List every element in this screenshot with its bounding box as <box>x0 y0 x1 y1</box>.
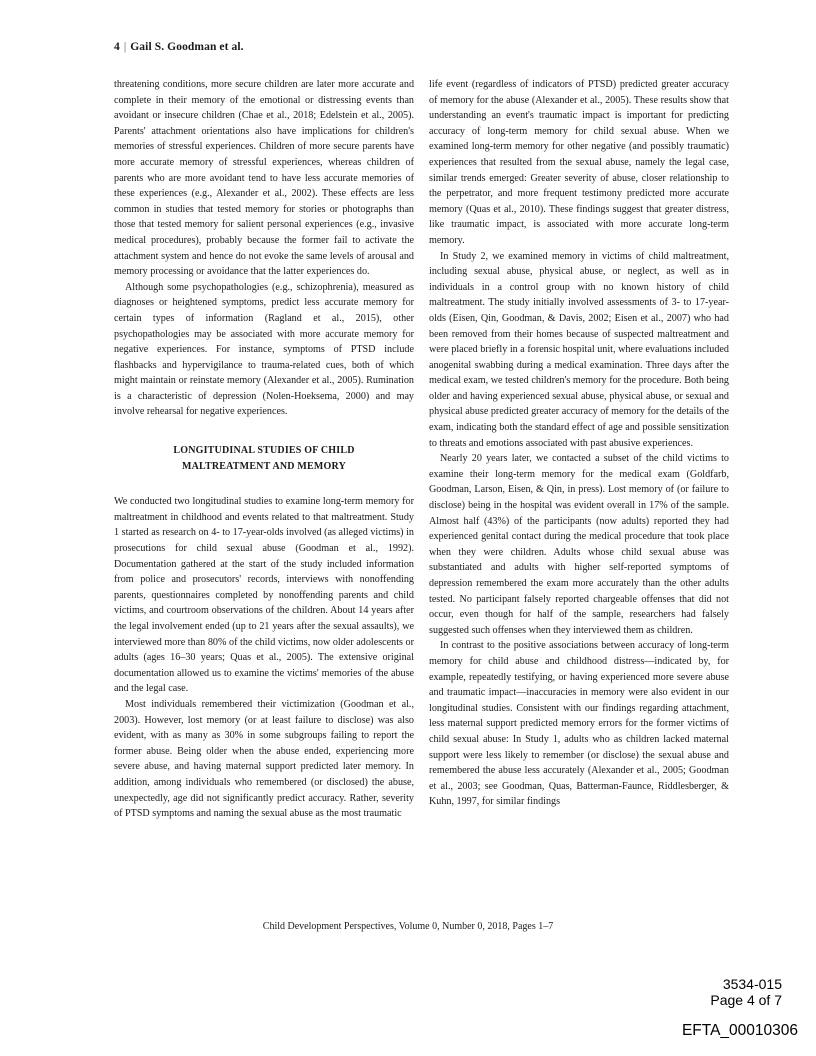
page-number: 4 <box>114 41 120 53</box>
stamp-page-label: Page 4 of 7 <box>710 992 782 1008</box>
body-paragraph: Although some psychopathologies (e.g., schizophrenia), measured as diagnoses or heightened symptoms, predict less accurate memory for certain types of information (Ragland et al., 2015), other psychopathologies may be associated with more accurate memory for negative experiences. For instance, symptoms of PTSD include flashbacks and hypervigilance to trauma-related cues, both of which might maintain or reinstate memory (Alexander et al., 2005). Rumination is a characteristic of depression (Nolen-Hoeksema, 2000) and may involve rehearsal for negative experiences. <box>114 281 414 418</box>
left-column <box>114 77 414 822</box>
journal-footer: Child Development Perspectives, Volume 0, Number 0, 2018, Pages 1–7 <box>262 921 554 932</box>
section-heading-line: MALTREATMENT AND MEMORY <box>181 460 347 472</box>
body-paragraph: In Study 2, we examined memory in victims of child maltreatment, including sexual abuse, physical abuse, or neglect, as well as in individuals in a control group with no known history of child maltreatment. The study initially involved assessments of 3- to 17-year-olds (Eisen, Qin, Goodman, & Davis, 2002; Eisen et al., 2007) who had been removed from their homes because of suspected maltreatment and were placed briefly in a forensic hospital unit, where evaluations included anogenital swabbing during a medical examination. Three days after the medical exam, we tested children's memory for the procedure. Both being older and having experienced sexual abuse, physical abuse, or sexual and physical abuse predicted greater accuracy of memory for the details of the exam, indicating both the standard effect of age and possible sensitization to threats and emotions associated with past abusive experiences. <box>429 250 729 449</box>
body-paragraph: Nearly 20 years later, we contacted a subset of the child victims to examine their long-term memory for the medical exam (Goldfarb, Goodman, Larson, Eisen, & Qin, in press). Lost memory of (or failure to disclose) being in the hospital was evident overall in 17% of the sample. Almost half (43%) of the participants (now adults) reported they had experienced genital contact during the medical procedure that took place when they were children. Adults whose child sexual abuse was substantiated and adults with higher self-reported symptoms of depression remembered the exam more accurately than the other adults tested. No participant falsely reported chargeable offenses that did not occur, even though for half of the sample, researchers had falsely suggested such offenses when they interviewed them as children. <box>429 453 729 636</box>
running-header <box>114 41 244 53</box>
document-stamp <box>710 976 782 1008</box>
right-column <box>429 77 729 810</box>
running-head-authors: Gail S. Goodman et al. <box>130 41 244 53</box>
body-paragraph: life event (regardless of indicators of PTSD) predicted greater accuracy of memory for the abuse (Alexander et al., 2005). These results show that understanding an event's traumatic impact is important for predicting accuracy of long-term memory for child sexual abuse. When we examined long-term memory for other negative (and possibly traumatic) experiences that resulted from the sexual abuse, namely the legal case, similar trends emerged: Greater severity of abuse, closer relationship to the perpetrator, and more frequent testimony predicted more accurate memory (Quas et al., 2010). These findings suggest that greater distress, like traumatic impact, is associated with more accurate long-term memory. <box>429 79 729 246</box>
bates-number: EFTA_00010306 <box>681 1022 798 1039</box>
body-paragraph: Most individuals remembered their victimization (Goodman et al., 2003). However, lost memory (or at least failure to disclose) was also evident, with as many as 30% in some subgroups failing to report the former abuse. Being older when the abuse ended, experiencing more severe abuse, and having maternal support predicted later memory. In addition, among individuals who remembered (or disclosed) the abuse, unexpectedly, age did not significantly predict accuracy. Rather, severity of PTSD symptoms and naming the sexual abuse as the most traumatic <box>114 698 414 820</box>
body-paragraph: In contrast to the positive associations between accuracy of long-term memory for child abuse and childhood distress—indicated by, for example, repeatedly testifying, or having experienced more severe abuse and traumatic impact—inaccuracies in memory were also evident in our longitudinal studies. Consistent with our findings regarding attachment, less maternal support predicted memory errors for the former victims of child sexual abuse: In Study 1, adults who as children lacked maternal support were less likely to remember (or disclose) the sexual abuse and remembered the abuse less accurately (Alexander et al., 2005; Goodman et al., 2003; see Goodman, Quas, Batterman-Faunce, Riddlesberger, & Kuhn, 1997, for similar findings <box>429 640 729 808</box>
section-heading <box>114 443 414 474</box>
body-paragraph: We conducted two longitudinal studies to examine long-term memory for maltreatment in childhood and events related to that maltreatment. Study 1 started as research on 4- to 17-year-olds involved (as alleged victims) in prosecutions for child sexual abuse (Goodman et al., 1992). Documentation gathered at the start of the study included information from police and prosecutors' records, interviews with nonoffending parents, questionnaires completed by nonoffending parents and child victims, and courtroom observations of the children. About 14 years after the legal involvement ended (up to 21 years after the sexual assaults), we interviewed more than 80% of the child victims, now older adolescents or adults (ages 16–30 years; Quas et al., 2005). The extensive original documentation allowed us to examine the victims' memories of the abuse and the legal case. <box>114 496 414 695</box>
stamp-doc-id: 3534-015 <box>722 976 782 992</box>
header-separator: | <box>123 41 127 53</box>
body-paragraph: threatening conditions, more secure children are later more accurate and complete in their memory of the emotional or distressing events than avoidant or insecure children (Chae et al., 2018; Edelstein et al., 2005). Parents' attachment orientations also have implications for children's memories of stressful experiences. Children of more secure parents have more accurate memory of stressful experiences, whereas children of parents who are more avoidant tend to have less accurate memories of these experiences (e.g., Alexander et al., 2002). These effects are less common in studies that tested memory for stories or photographs than those that tested memory for salient personal experiences (e.g., invasive medical procedures), probably because the former fail to activate the attachment system and hence do not evoke the same levels of arousal and memory processing or avoidance that the latter experiences do. <box>114 79 414 278</box>
section-heading-line: LONGITUDINAL STUDIES OF CHILD <box>173 445 355 457</box>
